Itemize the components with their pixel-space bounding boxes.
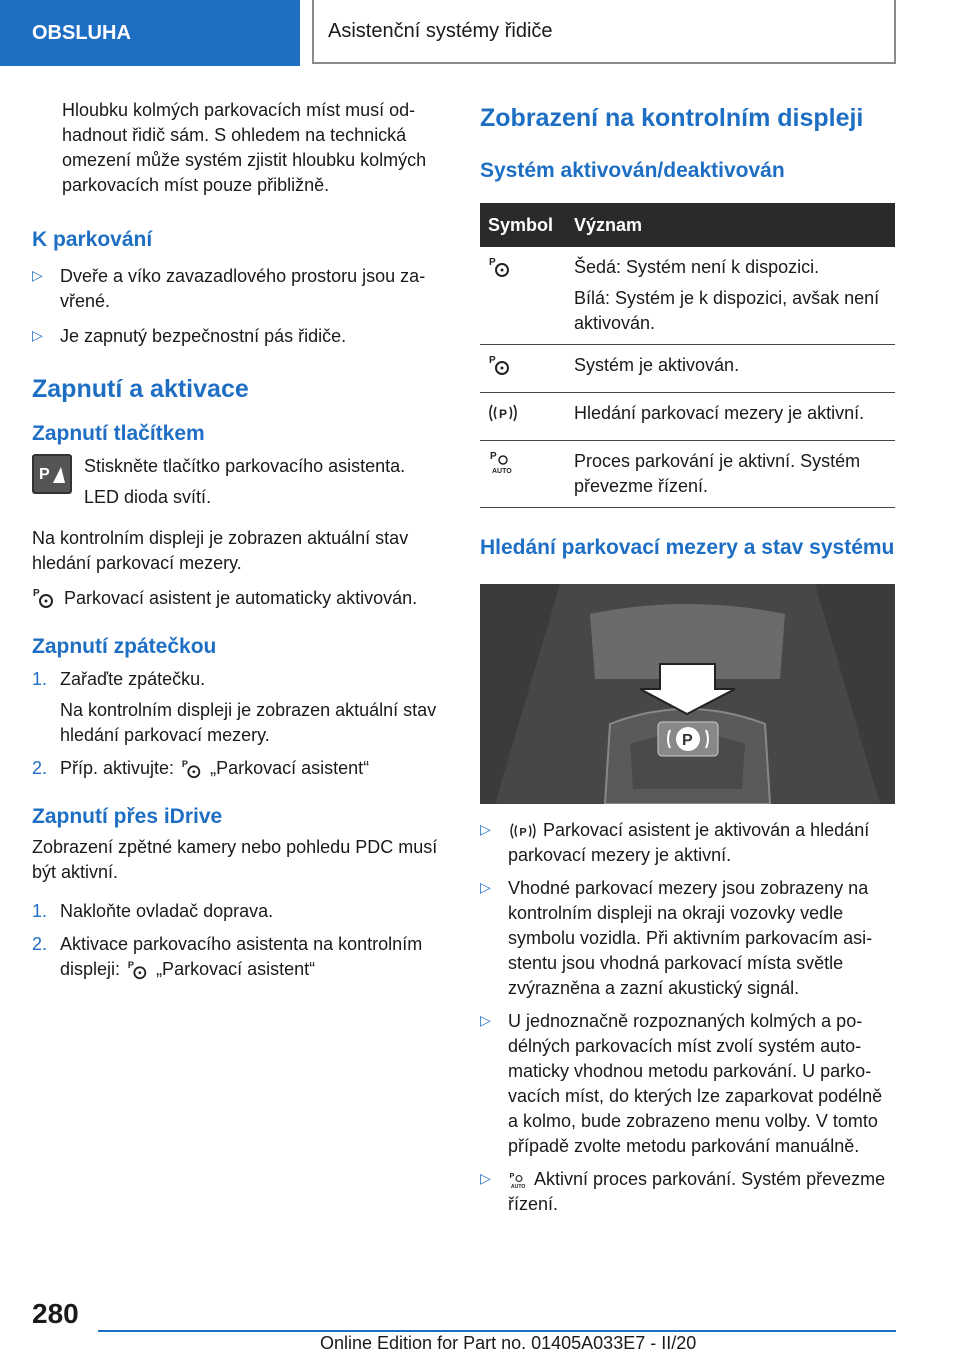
park-assist-symbol-icon (488, 353, 512, 377)
auto-active-text: Parkovací asistent je automaticky aktivován. (64, 588, 418, 608)
list-item (480, 818, 895, 868)
triangle-bullet-icon: ▷ (480, 821, 491, 837)
footer-divider (98, 1330, 896, 1332)
list-item (480, 876, 895, 1001)
svg-text:P: P (39, 466, 50, 483)
step-item (32, 899, 452, 924)
heading-zapnuti-zpateckou: Zapnutí zpátečkou (32, 635, 217, 658)
step-text: Příp. aktivujte: (60, 758, 175, 778)
svg-text:P: P (181, 759, 189, 770)
heading-hledani-stav: Hledání parkovací mezery a stav systému (480, 536, 895, 559)
section-tab (0, 0, 300, 66)
display-paragraph: Na kontrolním displeji je zobrazen aktuální stav hledání parkovací mezery. (32, 528, 409, 573)
table-cell: Proces parkování je aktivní. Systém převezme řízení. (566, 441, 895, 508)
triangle-bullet-icon: ▷ (32, 327, 43, 343)
parking-auto-icon (488, 449, 518, 475)
symbol-table (480, 203, 895, 508)
footer-edition: Online Edition for Part no. 01405A033E7 - II/20 (320, 1333, 697, 1353)
svg-text:P: P (489, 257, 496, 268)
list-item-text: Aktivní proces parkování. Systém převezme řízení. (508, 1169, 886, 1215)
table-cell: Šedá: Systém není k dispozici. (574, 257, 820, 277)
parking-auto-icon (508, 1168, 530, 1192)
parking-display-illustration (480, 584, 895, 804)
list-item-text: Parkovací asistent je aktivován a hledání parkovací mezery je aktivní. (508, 820, 870, 865)
table-header (480, 203, 895, 247)
list-item (32, 264, 452, 314)
column-header-meaning: Význam (566, 203, 895, 247)
idrive-paragraph: Zobrazení zpětné kamery nebo pohledu PDC musí být aktivní. (32, 837, 438, 882)
triangle-bullet-icon: ▷ (480, 1170, 491, 1186)
list-item (480, 1009, 895, 1159)
table-cell: Systém je aktivován. (566, 345, 895, 393)
svg-text:P: P (509, 1171, 515, 1181)
park-assist-symbol-icon (488, 255, 512, 279)
table-cell: Hledání parkovací mezery je aktivní. (566, 393, 895, 441)
list-item-text: U jednoznačně rozpoznaných kolmých a podélných parkovacích míst zvolí systém automaticky vhodnou metodu parkování. U parkovacích míst, do kterých lze zaparkovat podélně a kolmo, bude zobrazeno menu volby. V tomto případě zvolte metodu parkování manuálně. (508, 1011, 883, 1156)
step-text-quote: „Parkovací asistent“ (156, 959, 316, 979)
page-number: 280 (32, 1298, 79, 1329)
button-instruction (32, 454, 452, 510)
heading-zapnuti-tlacitkem: Zapnutí tlačítkem (32, 422, 205, 445)
left-column (32, 98, 452, 982)
list-item (480, 1167, 895, 1217)
svg-text:P: P (519, 826, 527, 839)
column-header-symbol: Symbol (480, 203, 566, 247)
svg-text:AUTO: AUTO (492, 468, 512, 475)
step-number: 1. (32, 669, 48, 689)
svg-text:P: P (490, 451, 497, 462)
right-column (480, 104, 895, 1217)
triangle-bullet-icon: ▷ (32, 267, 43, 283)
step-text: Nakloňte ovladač doprava. (60, 901, 274, 921)
triangle-bullet-icon: ▷ (480, 1012, 491, 1028)
list-item-text: Vhodné parkovací mezery jsou zobrazeny na kontrolním displeji na okraji vozovky vedle symbolu vozidla. Při aktivním parkovacím asistentu jsou vhodná parkovací místa světle zvýrazněna a zazní akustický signál. (508, 878, 873, 998)
car-display-image (480, 584, 895, 804)
step-item (32, 667, 452, 748)
table-row (480, 247, 895, 345)
svg-text:P: P (33, 588, 40, 599)
heading-zapnuti-idrive: Zapnutí přes iDrive (32, 805, 223, 828)
svg-text:P: P (499, 407, 508, 421)
step-text-quote: „Parkovací asistent“ (210, 758, 370, 778)
park-assist-symbol-icon (125, 959, 151, 981)
heading-system-aktivovan: Systém aktivován/deaktivován (480, 159, 785, 182)
button-text: Stiskněte tlačítko parkovacího asistenta. (84, 456, 406, 476)
table-row (480, 345, 895, 393)
list-item-text: Je zapnutý bezpečnostní pás řidiče. (60, 326, 347, 346)
heading-k-parkovani: K parkování (32, 228, 153, 251)
parking-search-icon (508, 820, 538, 842)
park-assist-symbol-icon (179, 758, 205, 780)
chapter-title: Asistenční systémy řidiče (328, 19, 553, 42)
section-title: OBSLUHA (32, 21, 131, 44)
led-text: LED dioda svítí. (84, 487, 212, 507)
heading-zapnuti-aktivace: Zapnutí a aktivace (32, 375, 249, 403)
heading-zobrazeni: Zobrazení na kontrolním displeji (480, 104, 864, 132)
step-item (32, 756, 452, 781)
step-item (32, 932, 452, 982)
step-number: 1. (32, 901, 48, 921)
chapter-tab (312, 0, 896, 64)
table-cell: Bílá: Systém je k dispozici, avšak není aktivován. (574, 288, 880, 333)
step-text: Aktivace parkovacího asistenta na kontrolním displeji: (60, 934, 423, 979)
svg-text:P: P (489, 355, 496, 366)
step-number: 2. (32, 934, 48, 954)
table-row (480, 441, 895, 508)
park-assist-symbol-icon (32, 586, 56, 610)
auto-active-line (32, 586, 452, 611)
table-row (480, 393, 895, 441)
step-subtext: Na kontrolním displeji je zobrazen aktuální stav hledání parkovací mezery. (60, 700, 437, 745)
step-text: Zařaďte zpátečku. (60, 669, 206, 689)
step-number: 2. (32, 758, 48, 778)
list-item-text: Dveře a víko zavazadlového prostoru jsou zavřené. (60, 266, 426, 311)
svg-text:AUTO: AUTO (510, 1184, 526, 1191)
intro-paragraph: Hloubku kolmých parkovacích míst musí odhadnout řidič sám. S ohledem na technická omezení může systém zjistit hloubku kolmých parkovacích míst pouze přibližně. (62, 100, 427, 195)
svg-text:P: P (682, 732, 693, 749)
list-item (32, 324, 452, 349)
parking-search-icon (488, 401, 518, 425)
park-assist-button-icon (32, 454, 72, 494)
svg-text:P: P (127, 960, 135, 971)
triangle-bullet-icon: ▷ (480, 879, 491, 895)
